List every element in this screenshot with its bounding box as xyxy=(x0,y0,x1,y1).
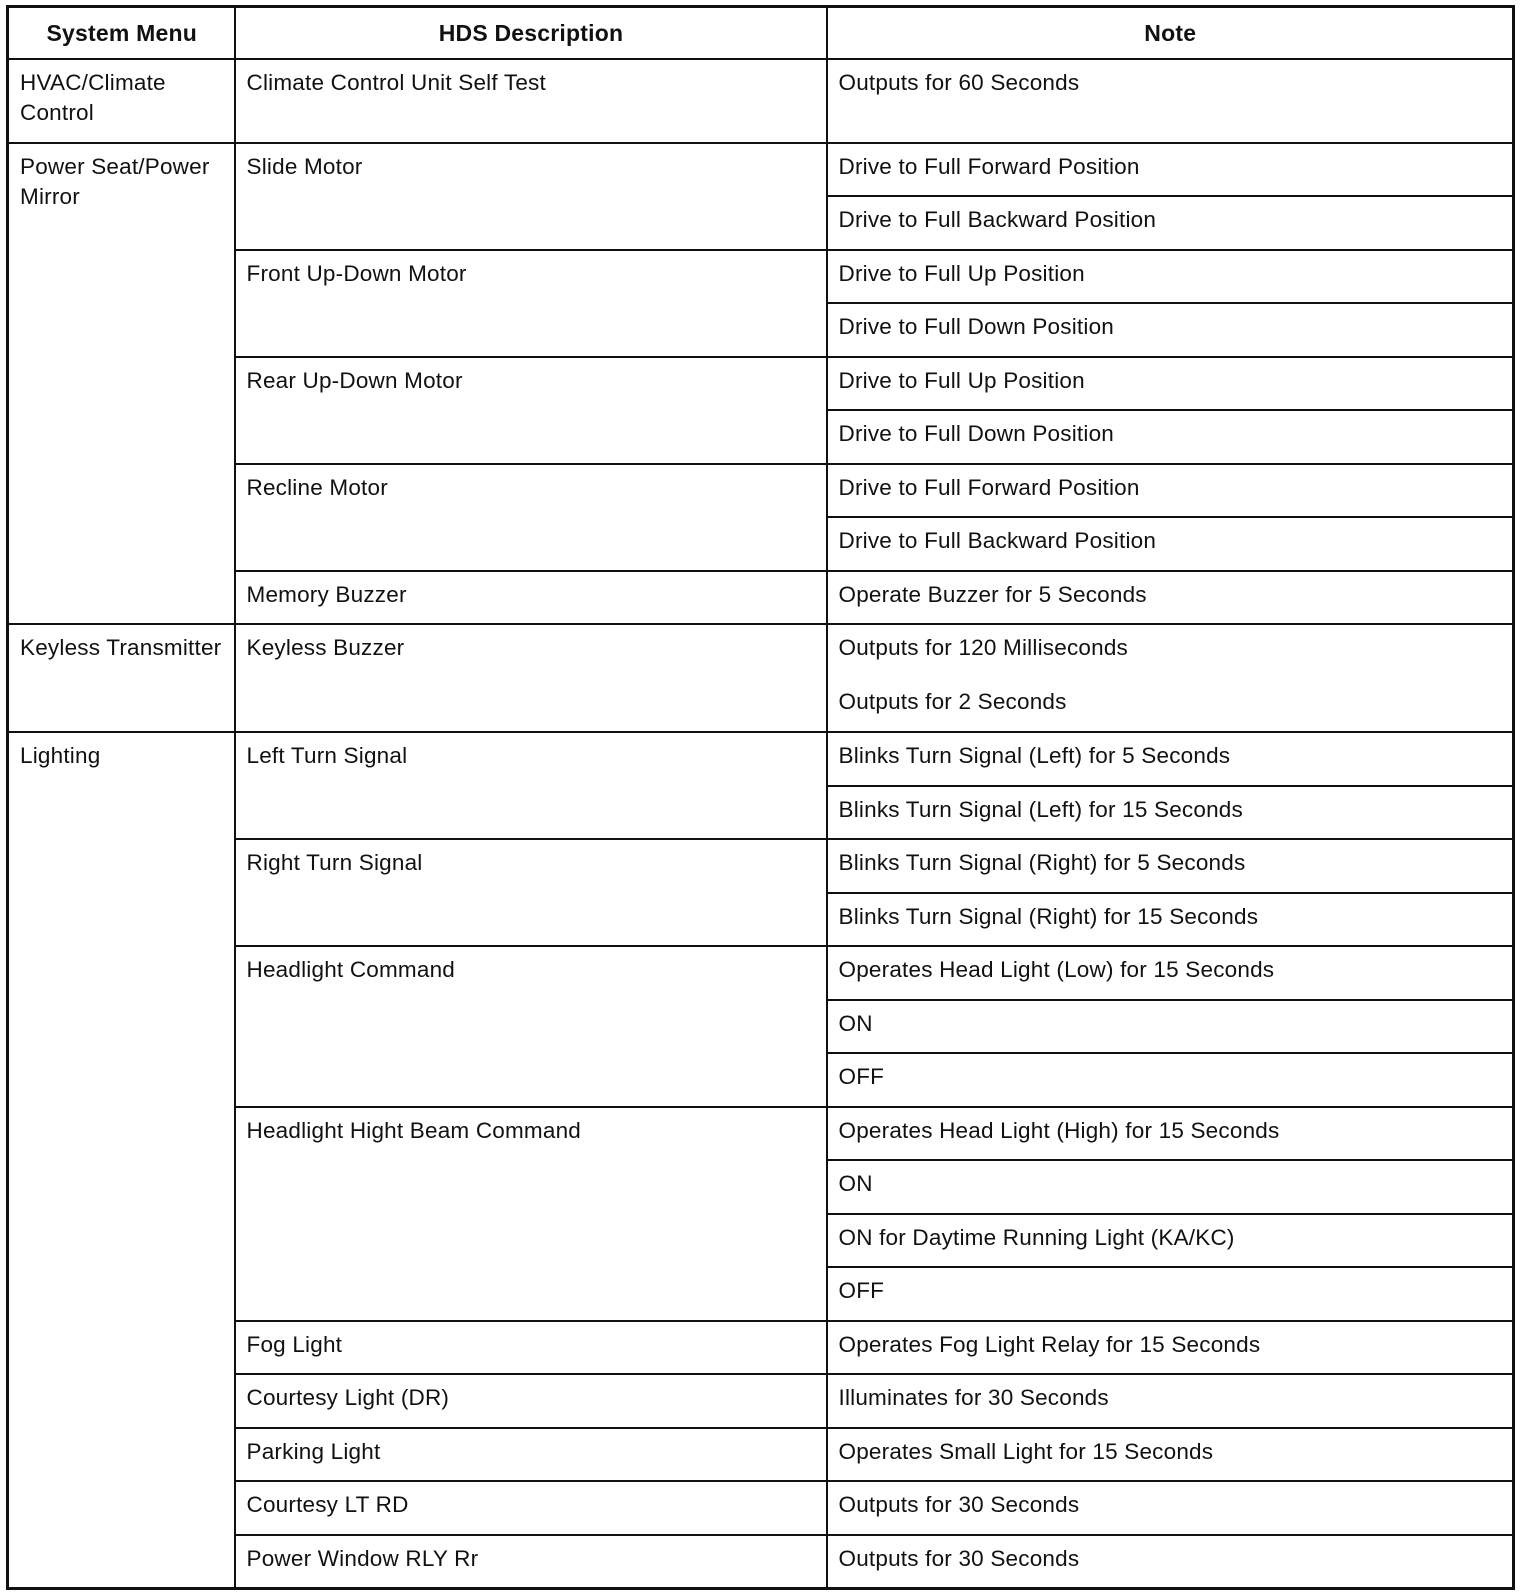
note-cell: OFF xyxy=(827,1053,1514,1107)
hds-description-cell: Courtesy LT RD xyxy=(235,1481,827,1535)
system-menu-cell: Keyless Transmitter xyxy=(8,624,235,732)
header-note: Note xyxy=(827,7,1514,59)
note-line: Outputs for 2 Seconds xyxy=(838,689,1067,715)
note-cell: ON for Daytime Running Light (KA/KC) xyxy=(827,1214,1514,1268)
note-cell: Blinks Turn Signal (Right) for 15 Seconds xyxy=(827,893,1514,947)
note-cell: Operates Head Light (High) for 15 Seconds xyxy=(827,1107,1514,1161)
note-cell: Operate Buzzer for 5 Seconds xyxy=(827,571,1514,625)
hds-description-cell: Right Turn Signal xyxy=(235,839,827,946)
note-cell: Illuminates for 30 Seconds xyxy=(827,1374,1514,1428)
note-cell: Blinks Turn Signal (Right) for 5 Seconds xyxy=(827,839,1514,893)
hds-description-cell: Headlight Command xyxy=(235,946,827,1107)
system-menu-cell: HVAC/Climate Control xyxy=(8,59,235,143)
hds-description-cell: Climate Control Unit Self Test xyxy=(235,59,827,143)
note-cell: Blinks Turn Signal (Left) for 5 Seconds xyxy=(827,732,1514,786)
note-cell: OFF xyxy=(827,1267,1514,1321)
hds-description-cell: Memory Buzzer xyxy=(235,571,827,625)
note-cell: Operates Fog Light Relay for 15 Seconds xyxy=(827,1321,1514,1375)
hds-description-cell: Parking Light xyxy=(235,1428,827,1482)
note-cell: Operates Head Light (Low) for 15 Seconds xyxy=(827,946,1514,1000)
note-cell: Outputs for 30 Seconds xyxy=(827,1535,1514,1589)
table-row xyxy=(8,732,1514,786)
note-cell: Drive to Full Down Position xyxy=(827,410,1514,464)
note-cell: Drive to Full Up Position xyxy=(827,250,1514,304)
header-hds-description: HDS Description xyxy=(235,7,827,59)
note-cell xyxy=(827,624,1514,732)
hds-description-cell: Power Window RLY Rr xyxy=(235,1535,827,1589)
hds-description-cell: Fog Light xyxy=(235,1321,827,1375)
note-cell: Drive to Full Down Position xyxy=(827,303,1514,357)
note-cell: Drive to Full Backward Position xyxy=(827,196,1514,250)
hds-test-table xyxy=(6,5,1515,1590)
hds-description-cell: Left Turn Signal xyxy=(235,732,827,839)
hds-description-cell: Slide Motor xyxy=(235,143,827,250)
note-cell: ON xyxy=(827,1000,1514,1054)
note-cell: Drive to Full Backward Position xyxy=(827,517,1514,571)
hds-description-cell: Front Up-Down Motor xyxy=(235,250,827,357)
header-row xyxy=(8,7,1514,59)
note-cell: Drive to Full Forward Position xyxy=(827,464,1514,518)
table-row xyxy=(8,624,1514,732)
table-row xyxy=(8,143,1514,197)
table-row xyxy=(8,59,1514,143)
hds-description-cell: Keyless Buzzer xyxy=(235,624,827,732)
note-cell: Operates Small Light for 15 Seconds xyxy=(827,1428,1514,1482)
hds-description-cell: Courtesy Light (DR) xyxy=(235,1374,827,1428)
system-menu-cell: Lighting xyxy=(8,732,235,1588)
note-cell: Drive to Full Up Position xyxy=(827,357,1514,411)
hds-description-cell: Headlight Hight Beam Command xyxy=(235,1107,827,1321)
note-cell: Blinks Turn Signal (Left) for 15 Seconds xyxy=(827,786,1514,840)
note-cell: Outputs for 60 Seconds xyxy=(827,59,1514,143)
system-menu-cell: Power Seat/Power Mirror xyxy=(8,143,235,625)
hds-description-cell: Rear Up-Down Motor xyxy=(235,357,827,464)
note-cell: Drive to Full Forward Position xyxy=(827,143,1514,197)
hds-description-cell: Recline Motor xyxy=(235,464,827,571)
note-line: Outputs for 120 Milliseconds xyxy=(838,635,1128,661)
header-system-menu: System Menu xyxy=(8,7,235,59)
note-cell: Outputs for 30 Seconds xyxy=(827,1481,1514,1535)
note-cell: ON xyxy=(827,1160,1514,1214)
